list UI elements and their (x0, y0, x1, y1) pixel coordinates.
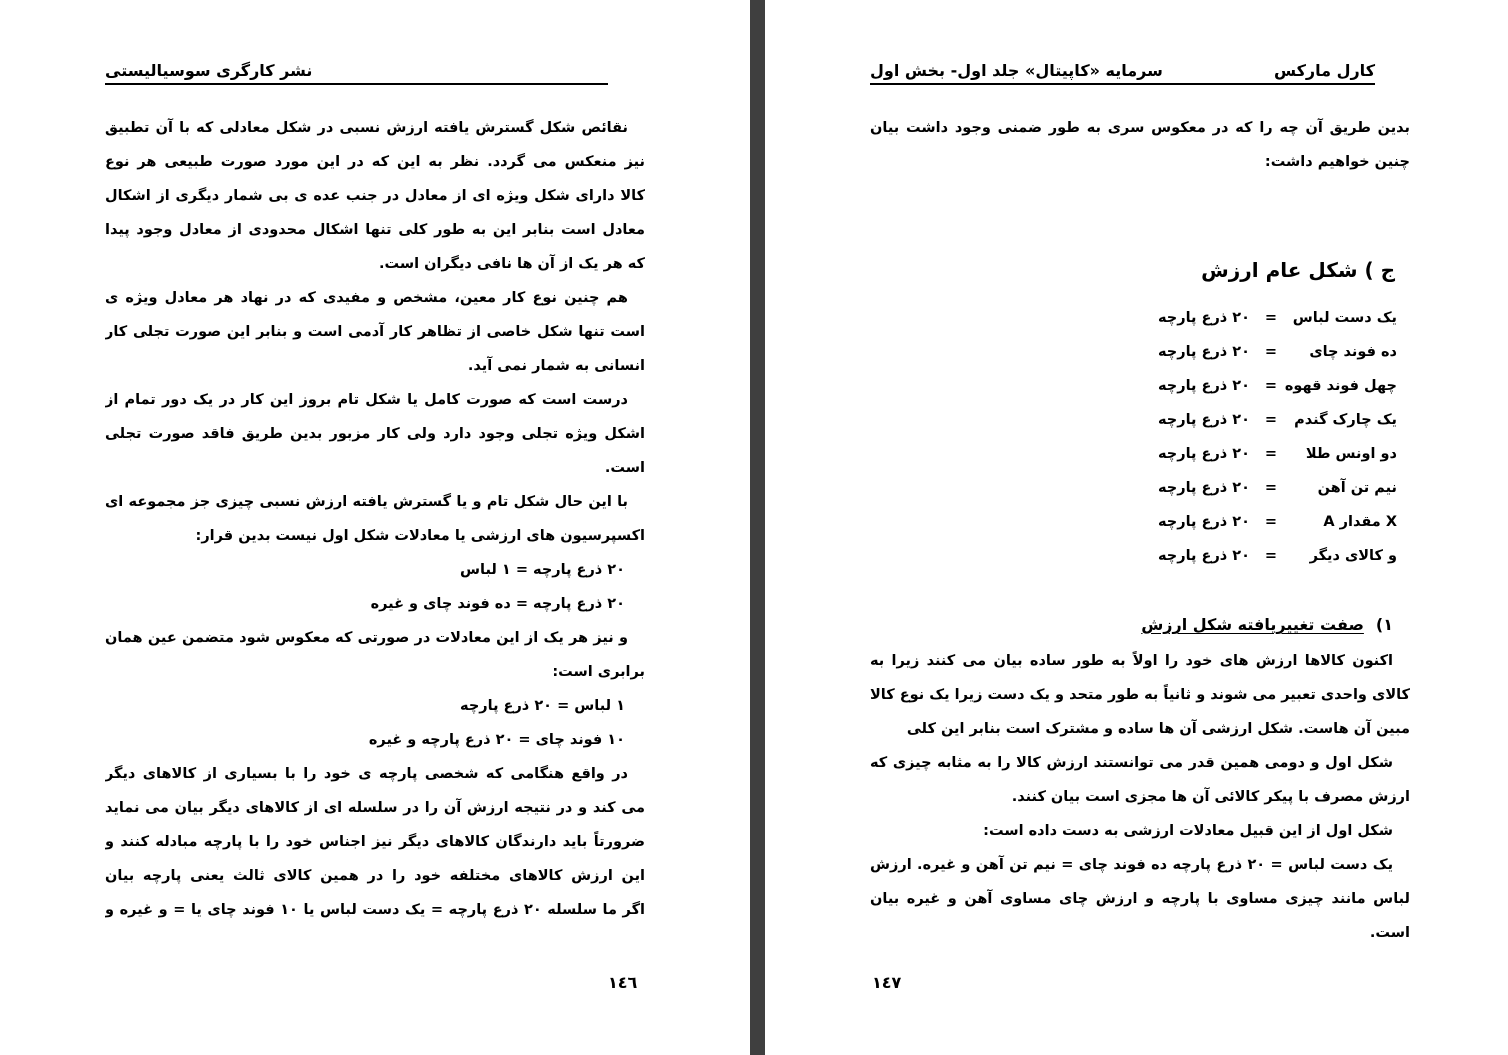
equation-row (1150, 335, 1397, 369)
text-line: است. (604, 460, 645, 476)
equation-line: ۱ لباس = ۲۰ ذرع پارچه (460, 698, 625, 714)
right-page-intro (870, 111, 1410, 179)
text-line: در واقع هنگامی که شخصی پارچه ی خود را با بسیاری از کالاهای دیگر (105, 766, 628, 782)
equation-row (1150, 505, 1397, 539)
equation-item: چهل فوند قهوه (1284, 378, 1397, 394)
publisher-name: نشر کارگری سوسیالیستی (105, 61, 313, 80)
equation-value: ۲۰ ذرع پارچه (1158, 446, 1250, 462)
equals-sign: = (1264, 310, 1278, 326)
text-line: ارزش مصرف با پیکر کالائی آن ها مجزی است بیان کنند. (1011, 789, 1410, 805)
equation-row (1150, 403, 1397, 437)
equation-row (1150, 539, 1397, 573)
text-line: انسانی به شمار نمی آید. (467, 358, 645, 374)
equation-item: X مقدار A (1323, 514, 1397, 530)
text-line: کالای واحدی تعبیر می شوند و ثانیاً به طور متحد و یک دست زیرا یک نوع کالا (870, 687, 1410, 703)
right-page-body (870, 644, 1410, 950)
equation-value: ۲۰ ذرع پارچه (1158, 378, 1250, 394)
page-number-left: ١٤٦ (608, 973, 638, 992)
equation-item: یک چارک گندم (1294, 412, 1397, 428)
text-line: چنین خواهیم داشت: (1264, 154, 1410, 170)
equation-row (1150, 437, 1397, 471)
equation-value: ۲۰ ذرع پارچه (1158, 548, 1250, 564)
text-line: است تنها شکل خاصی از تظاهر کار آدمی است و بنابر این صورت تجلی کار (105, 324, 645, 340)
equals-sign: = (1264, 480, 1278, 496)
text-line: که هر یک از آن ها نافی دیگران است. (379, 256, 645, 272)
equation-line: ۲۰ ذرع پارچه = ۱ لباس (460, 562, 625, 578)
equation-item: دو اونس طلا (1305, 446, 1397, 462)
general-form-equations (1150, 301, 1397, 573)
text-line: اکنون کالاها ارزش های خود را اولاً به طور ساده بیان می کنند زیرا به (870, 653, 1393, 669)
equals-sign: = (1264, 548, 1278, 564)
text-line: و نیز هر یک از این معادلات در صورتی که معکوس شود متضمن عین همان (105, 630, 628, 646)
text-line: کالا دارای شکل ویژه ای از معادل در جنب عده ی بی شمار دیگری از اشکال (105, 188, 645, 204)
text-line: است. (1369, 925, 1410, 941)
text-line: درست است که صورت کامل یا شکل تام بروز این کار در یک دور تمام از (105, 392, 628, 408)
subsection-title: صفت تغییریافته شکل ارزش (1141, 615, 1364, 634)
equals-sign: = (1264, 412, 1278, 428)
equation-value: ۲۰ ذرع پارچه (1158, 310, 1250, 326)
subsection-number: ۱) (1375, 615, 1393, 634)
text-line: می کند و در نتیجه ارزش آن را در سلسله ای از کالاهای دیگر بیان می نماید (105, 800, 645, 816)
equation-value: ۲۰ ذرع پارچه (1158, 412, 1250, 428)
text-line: نیز منعکس می گردد. نظر به این که در این مورد صورت طبیعی هر نوع (105, 154, 645, 170)
text-line: اکسپرسیون های ارزشی یا معادلات شکل اول نیست بدین قرار: (195, 528, 645, 544)
text-line: اشکل ویژه تجلی وجود دارد ولی کار مزبور بدین طریق فاقد صورت تجلی (105, 426, 645, 442)
text-line: این ارزش کالاهای مختلفه خود را در همین کالای ثالث یعنی پارچه بیان (105, 868, 645, 884)
equation-line: ۱۰ فوند چای = ۲۰ ذرع پارچه و غیره (368, 732, 625, 748)
equation-item: و کالای دیگر (1309, 548, 1397, 564)
section-heading: ج ) شکل عام ارزش (1201, 258, 1395, 282)
equation-row (1150, 471, 1397, 505)
equation-line: ۲۰ ذرع پارچه = ده فوند چای و غیره (370, 596, 625, 612)
equals-sign: = (1264, 344, 1278, 360)
book-gutter (750, 0, 765, 1055)
text-line: یک دست لباس = ۲۰ ذرع پارچه ده فوند چای = نیم تن آهن و غیره. ارزش (870, 857, 1394, 873)
equals-sign: = (1264, 446, 1278, 462)
text-line: هم چنین نوع کار معین، مشخص و مفیدی که در نهاد هر معادل ویژه ی (105, 290, 628, 306)
text-line: بدین طریق آن چه را که در معکوس سری به طور ضمنی وجود داشت بیان (870, 120, 1410, 136)
equation-item: ده فوند چای (1309, 344, 1397, 360)
equation-item: نیم تن آهن (1317, 480, 1397, 496)
equation-value: ۲۰ ذرع پارچه (1158, 344, 1250, 360)
author-name: کارل مارکس (1273, 61, 1375, 80)
equation-row (1150, 369, 1397, 403)
equals-sign: = (1264, 378, 1278, 394)
text-line: اگر ما سلسله ۲۰ ذرع پارچه = یک دست لباس یا ۱۰ فوند چای یا = و غیره و (105, 902, 645, 918)
right-page-header (870, 58, 1375, 85)
left-page-body (105, 111, 645, 927)
text-line: شکل اول و دومی همین قدر می توانستند ارزش کالا را به مثابه چیزی که (870, 755, 1393, 771)
equation-value: ۲۰ ذرع پارچه (1158, 480, 1250, 496)
text-line: معادل است بنابر این به طور کلی تنها اشکال محدودی از معادل وجود پیدا (105, 222, 645, 238)
text-line: نقائص شکل گسترش یافته ارزش نسبی در شکل معادلی که با آن تطبیق (105, 120, 628, 136)
book-title: سرمایه «کاپیتال» جلد اول- بخش اول (870, 61, 1163, 80)
text-line: برابری است: (552, 664, 645, 680)
equals-sign: = (1264, 514, 1278, 530)
text-line: مبین آن هاست. شکل ارزشی آن ها ساده و مشترک است بنابر این کلی (906, 721, 1410, 737)
page-number-right: ١٤٧ (872, 973, 902, 992)
equation-value: ۲۰ ذرع پارچه (1158, 514, 1250, 530)
text-line: با این حال شکل تام و یا گسترش یافته ارزش نسبی چیزی جز مجموعه ای (105, 494, 628, 510)
left-page-header (105, 58, 608, 85)
text-line: شکل اول از این قبیل معادلات ارزشی به دست داده است: (983, 823, 1393, 839)
text-line: ضرورتاً باید دارندگان کالاهای دیگر نیز اجناس خود را با پارچه مبادله کنند و (105, 834, 645, 850)
subsection-heading (1141, 610, 1393, 640)
equation-item: یک دست لباس (1292, 310, 1397, 326)
equation-row (1150, 301, 1397, 335)
text-line: لباس مانند چیزی مساوی با پارچه و ارزش چای مساوی آهن و غیره بیان (870, 891, 1410, 907)
